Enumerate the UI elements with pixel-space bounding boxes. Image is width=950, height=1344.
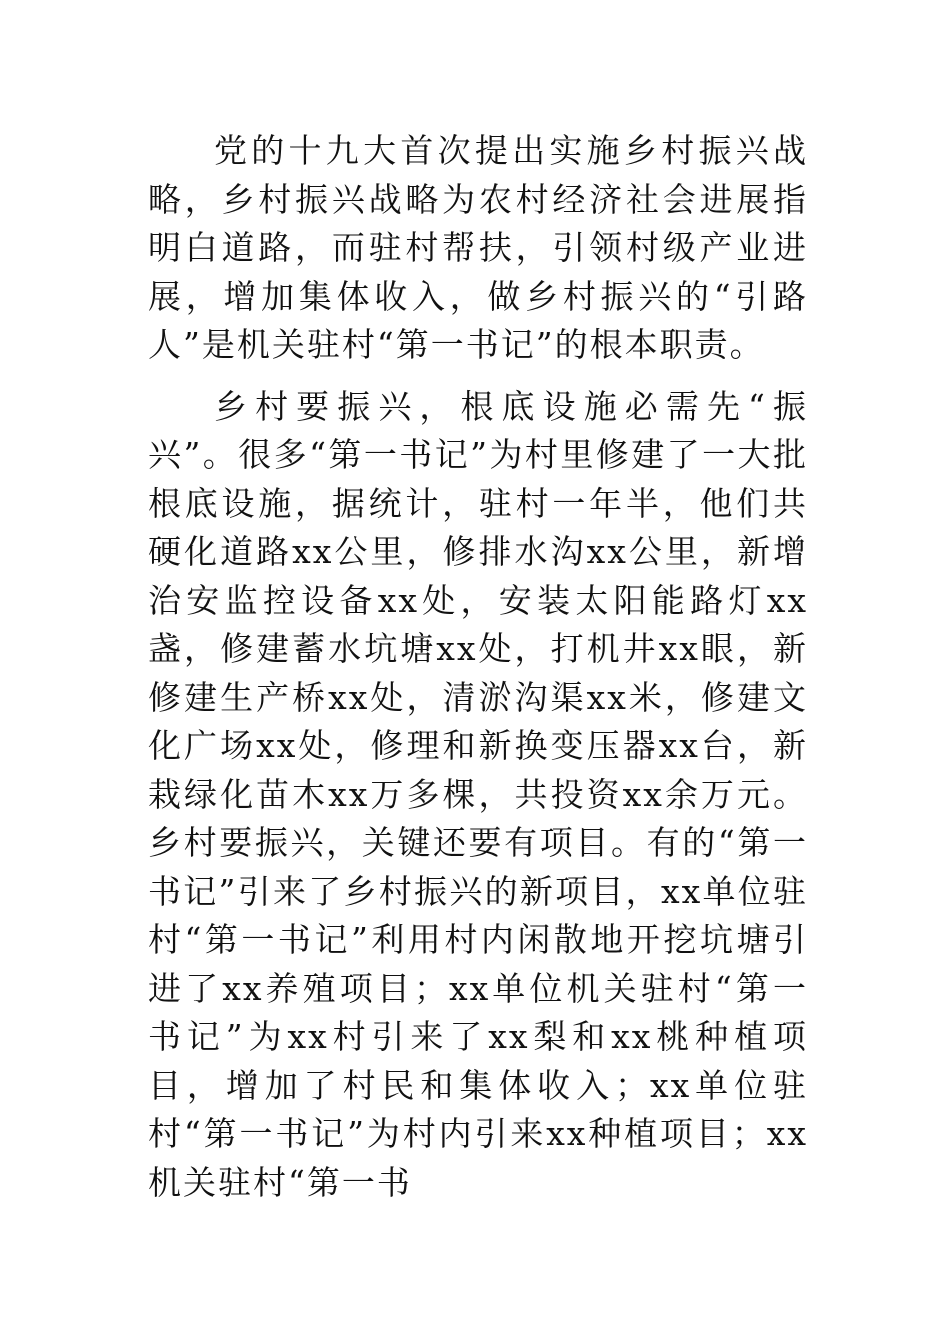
body-text	[148, 127, 808, 1207]
paragraph-2: 乡村要振兴，根底设施必需先“振兴”。很多“第一书记”为村里修建了一大批根底设施，据统计，驻村一年半，他们共硬化道路xx公里，修排水沟xx公里，新增治安监控设备xx处，安装太阳能路灯xx盏，修建蓄水坑塘xx处，打机井xx眼，新修建生产桥xx处，清淤沟渠xx米，修建文化广场xx处，修理和新换变压器xx台，新栽绿化苗木xx万多棵，共投资xx余万元。乡村要振兴，关键还要有项目。有的“第一书记”引来了乡村振兴的新项目，xx单位驻村“第一书记”利用村内闲散地开挖坑塘引进了xx养殖项目；xx单位机关驻村“第一书记”为xx村引来了xx梨和xx桃种植项目，增加了村民和集体收入；xx单位驻村“第一书记”为村内引来xx种植项目；xx机关驻村“第一书	[148, 386, 808, 1202]
paragraph-1: 党的十九大首次提出实施乡村振兴战略，乡村振兴战略为农村经济社会进展指明白道路，而驻村帮扶，引领村级产业进展，增加集体收入，做乡村振兴的“引路人”是机关驻村“第一书记”的根本职责。	[148, 131, 808, 364]
